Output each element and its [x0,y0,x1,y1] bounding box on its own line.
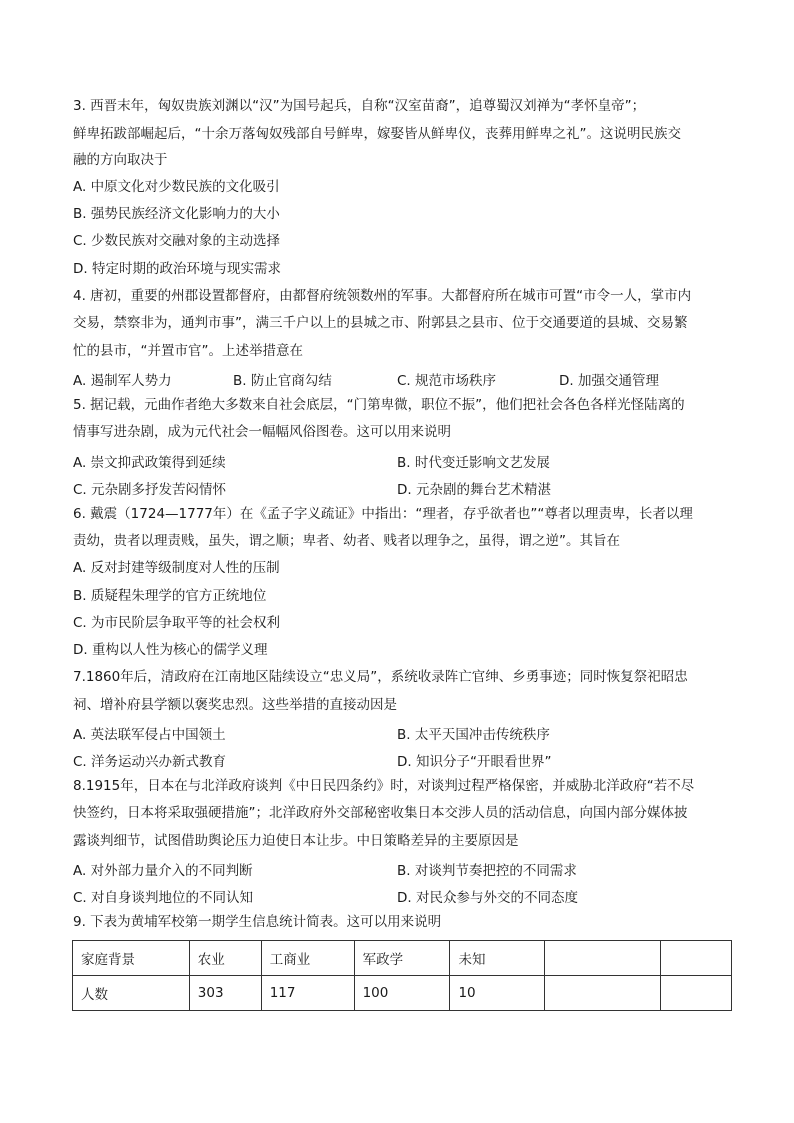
q7-option-d: D. 知识分子“开眼看世界” [397,754,552,770]
q8-option-a: A. 对外部力量介入的不同判断 [73,863,253,879]
q5-option-b: B. 时代变迁影响文艺发展 [397,455,550,471]
table-cell: 100 [354,976,450,1011]
q4-option-d: D. 加强交通管理 [559,373,659,389]
table-cell: 人数 [73,976,190,1011]
table-header-cell: 农业 [189,941,261,976]
q7-option-c: C. 洋务运动兴办新式教育 [73,754,227,770]
table-cell [545,976,661,1011]
table-cell: 10 [450,976,545,1011]
table-header-cell: 工商业 [261,941,354,976]
q3-stem-line-1: 3. 西晋末年，匈奴贵族刘渊以“汉”为国号起兵，自称“汉室苗裔”，追尊蜀汉刘禅为“孝怀皇帝”； [73,98,646,114]
q8-stem-line-2: 快签约，日本将采取强硬措施”；北洋政府外交部秘密收集日本交涉人员的活动信息，向国内部分媒体披 [73,805,688,821]
table-header-cell [661,941,732,976]
q6-option-a: A. 反对封建等级制度对人性的压制 [73,560,280,576]
q7-option-a: A. 英法联军侵占中国领土 [73,727,226,743]
table-cell: 117 [261,976,354,1011]
table-header-cell: 家庭背景 [73,941,190,976]
q7-stem-line-2: 祠、增补府县学额以褒奖忠烈。这些举措的直接动因是 [73,697,397,713]
q8-option-b: B. 对谈判节奏把控的不同需求 [397,863,577,879]
q5-option-d: D. 元杂剧的舞台艺术精湛 [397,482,551,498]
q3-stem-line-2: 鲜卑拓跋部崛起后，“十余万落匈奴残部自号鲜卑，嫁娶皆从鲜卑仪，丧葬用鲜卑之礼”。这说明民族交 [73,126,681,142]
q6-option-d: D. 重构以人性为核心的儒学义理 [73,642,268,658]
q6-stem-line-1: 6. 戴震（1724—1777年）在《孟子字义疏证》中指出：“理者，存乎欲者也”“尊者以理责卑，长者以理 [73,506,693,522]
q3-stem-line-3: 融的方向取决于 [73,152,168,168]
q4-option-a: A. 遏制军人势力 [73,373,172,389]
q9-stem: 9. 下表为黄埔军校第一期学生信息统计简表。这可以用来说明 [73,914,442,930]
q8-stem-line-1: 8.1915年，日本在与北洋政府谈判《中日民四条约》时，对谈判过程严格保密，并威胁北洋政府“若不尽 [73,778,695,794]
table-cell [661,976,732,1011]
q8-option-d: D. 对民众参与外交的不同态度 [397,890,578,906]
q6-option-b: B. 质疑程朱理学的官方正统地位 [73,588,267,604]
q4-stem-line-2: 交易，禁察非为，通判市事”，满三千户以上的县城之市、附郭县之县市、位于交通要道的县城、交易繁 [73,315,688,331]
q7-stem-line-1: 7.1860年后，清政府在江南地区陆续设立“忠义局”，系统收录阵亡官绅、乡勇事迹；同时恢复祭祀昭忠 [73,669,688,685]
table-header-cell: 军政学 [354,941,450,976]
q6-option-c: C. 为市民阶层争取平等的社会权利 [73,615,281,631]
q4-option-c: C. 规范市场秩序 [397,373,497,389]
q3-option-a: A. 中原文化对少数民族的文化吸引 [73,179,280,195]
q5-option-c: C. 元杂剧多抒发苦闷情怀 [73,482,227,498]
q3-option-d: D. 特定时期的政治环境与现实需求 [73,261,281,277]
table-header-cell [545,941,661,976]
q5-option-a: A. 崇文抑武政策得到延续 [73,455,226,471]
table-header-cell: 未知 [450,941,545,976]
q8-stem-line-3: 露谈判细节，试图借助舆论压力迫使日本让步。中日策略差异的主要原因是 [73,833,519,849]
student-info-table [72,940,732,1011]
q3-option-b: B. 强势民族经济文化影响力的大小 [73,206,280,222]
q3-option-c: C. 少数民族对交融对象的主动选择 [73,233,281,249]
table-row [73,976,732,1011]
q8-option-c: C. 对自身谈判地位的不同认知 [73,890,254,906]
q5-stem-line-2: 情事写进杂剧，成为元代社会一幅幅风俗图卷。这可以用来说明 [73,424,451,440]
table-header-row [73,941,732,976]
q4-option-b: B. 防止官商勾结 [233,373,332,389]
table-cell: 303 [189,976,261,1011]
q4-stem-line-3: 忙的县市，“并置市官”。上述举措意在 [73,343,303,359]
q6-stem-line-2: 责幼，贵者以理责贱，虽失，谓之顺；卑者、幼者、贱者以理争之，虽得，谓之逆”。其旨在 [73,533,620,549]
q4-stem-line-1: 4. 唐初，重要的州郡设置都督府，由都督府统领数州的军事。大都督府所在城市可置“市令一人，掌市内 [73,288,692,304]
q7-option-b: B. 太平天国冲击传统秩序 [397,727,550,743]
q5-stem-line-1: 5. 据记载，元曲作者绝大多数来自社会底层，“门第卑微，职位不振”，他们把社会各色各样光怪陆离的 [73,397,685,413]
